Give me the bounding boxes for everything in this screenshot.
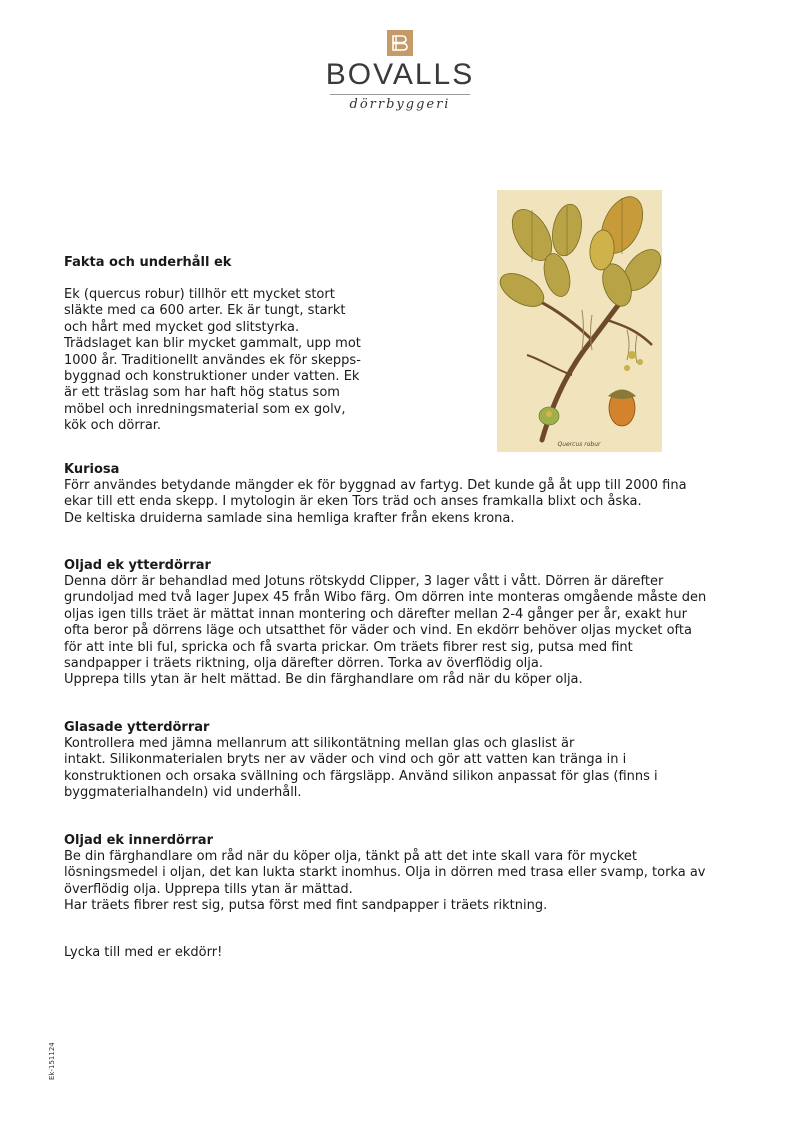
kuriosa-section <box>64 462 764 527</box>
document-code: Ek-151124 <box>48 1042 56 1080</box>
glasade-title: Glasade ytterdörrar <box>64 720 210 735</box>
intro-body: Ek (quercus robur) tillhör ett mycket stort släkte med ca 600 arter. Ek är tungt, starkt och hårt med mycket god slitstyrka. Trädslaget kan blir mycket gammalt, upp mot 1000 år. Traditionellt användes ek för skepps- byggnad och konstruktioner under vatten. Ek är ett träslag som har haft hög status som möbel och inredningsmaterial som ex golv, kök och dörrar. <box>64 287 361 434</box>
acorn-icon <box>608 390 636 427</box>
oljad-ytter-body: Denna dörr är behandlad med Jotuns rötskydd Clipper, 3 lager vått i vått. Dörren är därefter grundoljad med två lager Jupex 45 från Wibo färg. Om dörren inte monteras omgående måste den oljas igen tills träet är mättat innan montering och därefter mellan 2-4 gånger per år, exakt hur ofta beror på dörrens läge och utsatthet för väder och vind. En ekdörr behöver oljas mycket ofta för att inte bli ful, spricka och få svarta prickar. Om träets fibrer rest sig, putsa med fint sandpapper i träets riktning, olja därefter dörren. Torka av överflödig olja. Upprepa tills ytan är helt mättad. Be din färghandlare om råd när du köper olja. <box>64 574 707 688</box>
glasade-body: Kontrollera med jämna mellanrum att silikontätning mellan glas och glaslist är intakt. Silikonmaterialen bryts ner av väder och vind och gör att vatten kan tränga in i konstruktionen och orsaka svällning och färgsläpp. Använd silikon anpassat för glas (finns i byggmaterialhandeln) vid underhåll. <box>64 736 658 801</box>
closing-section <box>64 945 764 961</box>
oak-branch-illustration <box>497 190 662 452</box>
oljad-inner-body: Be din färghandlare om råd när du köper olja, tänkt på att det inte skall vara för mycket lösningsmedel i oljan, det kan lukta starkt inomhus. Olja in dörren med trasa eller svamp, torka av överflödig olja. Upprepa tills ytan är mättad. Har träets fibrer rest sig, putsa först med fint sandpapper i träets riktning. <box>64 849 706 914</box>
oljad-ytter-section <box>64 558 764 689</box>
kuriosa-body: Förr användes betydande mängder ek för byggnad av fartyg. Det kunde gå åt upp till 2000 fina ekar till ett enda skepp. I mytologin är eken Tors träd och anses framkalla blixt och åska. De keltiska druiderna samlade sina hemliga krafter från ekens krona. <box>64 478 687 526</box>
brand-name: BOVALLS <box>325 58 475 91</box>
brand-logo <box>0 30 800 112</box>
brand-divider <box>330 94 470 95</box>
intro-title: Fakta och underhåll ek <box>64 255 232 270</box>
illustration-caption: Quercus robur <box>557 441 601 448</box>
intro-section <box>64 255 394 435</box>
brand-subtitle: dörrbyggeri <box>349 97 451 112</box>
bb-monogram-icon <box>387 30 413 56</box>
oljad-inner-section <box>64 833 764 915</box>
glasade-section <box>64 720 764 802</box>
closing-text: Lycka till med er ekdörr! <box>64 945 223 960</box>
oljad-ytter-title: Oljad ek ytterdörrar <box>64 558 211 573</box>
oljad-inner-title: Oljad ek innerdörrar <box>64 833 213 848</box>
kuriosa-title: Kuriosa <box>64 462 120 477</box>
